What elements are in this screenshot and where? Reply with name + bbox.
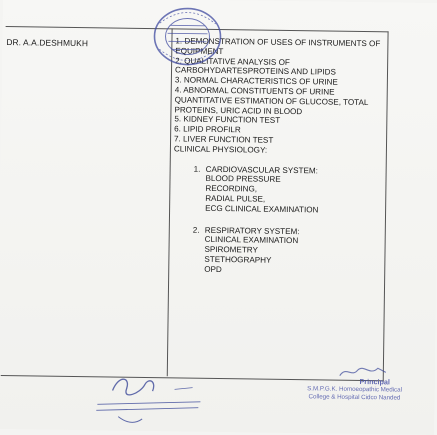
topic-item: 4. ABNORMAL CONSTITUENTS OF URINE <box>174 85 335 97</box>
topic-item: 3. NORMAL CHARACTERISTICS OF URINE <box>174 75 338 87</box>
topic-item: 7. LIVER FUNCTION TEST <box>174 134 274 145</box>
topic-item: 1. DEMONSTRATION OF USES OF INSTRUMENTS OF EQUIPMENT <box>175 36 381 56</box>
clinical-subitem: RECORDING, <box>205 183 258 194</box>
principal-college-line2: College & Hospital Cidco Nanded <box>308 392 401 402</box>
clinical-number: 2. <box>192 225 200 235</box>
clinical-subitems <box>193 174 384 216</box>
clinical-item-respiratory <box>192 225 383 277</box>
principal-college-line1: S.M.P.G.K. Homoeopathic Medical <box>307 385 403 394</box>
topic-item: 2. QUALITATIVE ANALYSIS OF CARBOHYDARTESPROTEINS AND LIPIDS <box>174 55 336 78</box>
signature-stamp-left-icon <box>82 370 213 428</box>
topic-list <box>172 36 385 288</box>
topic-item: 6. LIPID PROFILR <box>174 124 241 135</box>
principal-stamp <box>279 377 429 402</box>
clinical-title: RESPIRATORY SYSTEM: <box>204 225 300 236</box>
clinical-subitem: SPIROMETRY <box>204 244 258 255</box>
topic-item: CLINICAL PHYSIOLOGY: <box>173 144 268 155</box>
clinical-subitem: STETHOGRAPHY <box>204 254 272 265</box>
principal-title: Principal <box>359 376 390 387</box>
topic-item: QUANTITATIVE ESTIMATION OF GLUCOSE, TOTAL PROTEINS, URIC ACID IN BLOOD <box>174 95 369 116</box>
clinical-subitem: RADIAL PULSE, <box>205 193 266 204</box>
clinical-subitem: OPD <box>204 264 222 274</box>
clinical-item-cardiovascular <box>193 164 384 216</box>
clinical-section <box>172 164 384 277</box>
teacher-name: DR. A.A.DESHMUKH <box>6 37 89 49</box>
clinical-title: CARDIOVASCULAR SYSTEM: <box>205 164 319 175</box>
college-seal-icon <box>149 3 226 70</box>
clinical-list <box>172 164 384 277</box>
clinical-subitem: ECG CLINICAL EXAMINATION <box>205 203 319 215</box>
clinical-subitems <box>192 235 383 277</box>
clinical-subitem: CLINICAL EXAMINATION <box>204 235 299 246</box>
clinical-subitem: BLOOD PRESSURE <box>205 174 281 185</box>
clinical-number: 1. <box>193 164 201 174</box>
topic-item: 5. KIDNEY FUNCTION TEST <box>174 114 281 126</box>
